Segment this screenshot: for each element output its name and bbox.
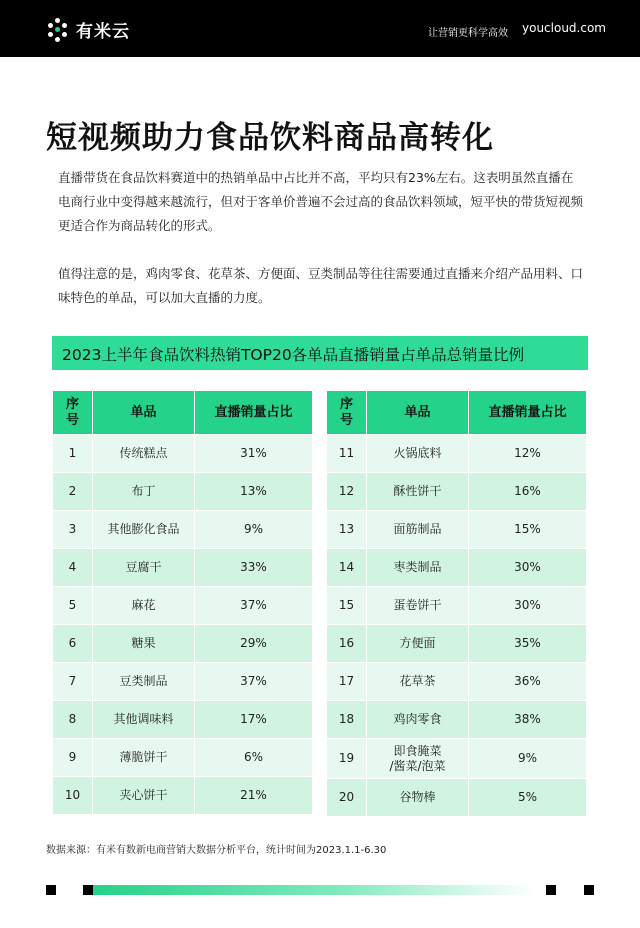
cell-item: 即食腌菜 /酱菜/泡菜 [367,739,469,779]
cell-ratio: 35% [469,625,587,663]
cell-item: 豆腐干 [93,549,195,587]
cell-rank: 16 [327,625,367,663]
cell-rank: 18 [327,701,367,739]
ranking-table-left [52,390,313,815]
cell-item: 其他调味料 [93,701,195,739]
cell-item: 豆类制品 [93,663,195,701]
cell-rank: 19 [327,739,367,779]
table-row [327,473,587,511]
table-row [327,587,587,625]
table-row [53,663,313,701]
cell-ratio: 36% [469,663,587,701]
footer-gradient-bar [93,885,535,895]
cell-ratio: 30% [469,587,587,625]
slogan: 让营销更科学高效 [428,28,508,39]
table-row [53,511,313,549]
cell-item: 夹心饼干 [93,777,195,815]
col-header-no [327,391,367,435]
table-row [327,739,587,779]
cell-item: 火锅底料 [367,435,469,473]
cell-rank: 3 [53,511,93,549]
cell-ratio: 6% [195,739,313,777]
cell-item: 薄脆饼干 [93,739,195,777]
table-header-row [327,391,587,435]
cell-ratio: 37% [195,663,313,701]
table-row [327,625,587,663]
col-header-ratio: 直播销量占比 [469,391,587,435]
page-title: 短视频助力食品饮料商品高转化 [46,120,494,156]
table-row [53,473,313,511]
table-row [327,511,587,549]
cell-rank: 11 [327,435,367,473]
brand-logo[interactable] [46,17,130,42]
cell-item: 方便面 [367,625,469,663]
table-row [53,739,313,777]
cell-item: 糖果 [93,625,195,663]
cell-ratio: 30% [469,549,587,587]
table-row [327,779,587,817]
intro-paragraph: 直播带货在食品饮料赛道中的热销单品中占比并不高，平均只有23%左右。这表明虽然直播在电商行业中变得越来越流行，但对于客单价普遍不会过高的食品饮料领域，短平快的带货短视频更适合作为商品转化的形式。 [58,170,584,233]
col-header-no-text: 序 号 [65,396,79,428]
table-row [53,435,313,473]
cell-ratio: 29% [195,625,313,663]
col-header-item: 单品 [367,391,469,435]
cell-item: 布丁 [93,473,195,511]
cell-ratio: 31% [195,435,313,473]
cell-rank: 15 [327,587,367,625]
cell-item: 传统糕点 [93,435,195,473]
table-row [53,587,313,625]
cell-rank: 8 [53,701,93,739]
cell-rank: 20 [327,779,367,817]
cell-ratio: 13% [195,473,313,511]
cell-ratio: 37% [195,587,313,625]
cell-item: 其他膨化食品 [93,511,195,549]
cell-ratio: 21% [195,777,313,815]
ranking-table-right [326,390,587,817]
cell-ratio: 16% [469,473,587,511]
cell-ratio: 12% [469,435,587,473]
cell-rank: 1 [53,435,93,473]
cell-rank: 14 [327,549,367,587]
cell-ratio: 15% [469,511,587,549]
footer-square-left-2 [83,885,93,895]
table-row [327,701,587,739]
cell-item: 枣类制品 [367,549,469,587]
cell-ratio: 9% [195,511,313,549]
cell-ratio: 33% [195,549,313,587]
cell-rank: 5 [53,587,93,625]
cell-item: 谷物棒 [367,779,469,817]
cell-rank: 12 [327,473,367,511]
brand-name: 有米云 [76,22,130,42]
col-header-no-text: 序 号 [339,396,353,428]
cell-item: 蛋卷饼干 [367,587,469,625]
table-row [53,777,313,815]
footer-square-right [546,885,556,895]
cell-rank: 4 [53,549,93,587]
note-paragraph: 值得注意的是，鸡肉零食、花草茶、方便面、豆类制品等往往需要通过直播来介绍产品用料、口味特色的单品，可以加大直播的力度。 [58,266,584,305]
cell-item: 麻花 [93,587,195,625]
cell-ratio: 17% [195,701,313,739]
cell-item: 面筋制品 [367,511,469,549]
logo-icon [46,18,70,42]
cell-item: 鸡肉零食 [367,701,469,739]
cell-rank: 17 [327,663,367,701]
col-header-ratio: 直播销量占比 [195,391,313,435]
cell-rank: 7 [53,663,93,701]
footer-square-right-2 [584,885,594,895]
cell-ratio: 9% [469,739,587,779]
cell-ratio: 5% [469,779,587,817]
col-header-item: 单品 [93,391,195,435]
table-row [327,663,587,701]
cell-item: 酥性饼干 [367,473,469,511]
table-row [327,435,587,473]
table-header-row [53,391,313,435]
table-row [53,549,313,587]
top-bar [0,0,640,57]
site-url[interactable]: youcloud.com [522,21,606,35]
cell-rank: 13 [327,511,367,549]
cell-rank: 2 [53,473,93,511]
table-row [53,625,313,663]
footer-square-left [46,885,56,895]
table-title: 2023上半年食品饮料热销TOP20各单品直播销量占单品总销量比例 [62,346,525,364]
col-header-no [53,391,93,435]
data-source: 数据来源：有米有数新电商营销大数据分析平台，统计时间为2023.1.1-6.30 [46,845,387,856]
cell-rank: 10 [53,777,93,815]
cell-rank: 9 [53,739,93,777]
table-title-banner [52,336,588,370]
table-row [327,549,587,587]
table-row [53,701,313,739]
cell-item: 花草茶 [367,663,469,701]
cell-ratio: 38% [469,701,587,739]
cell-rank: 6 [53,625,93,663]
